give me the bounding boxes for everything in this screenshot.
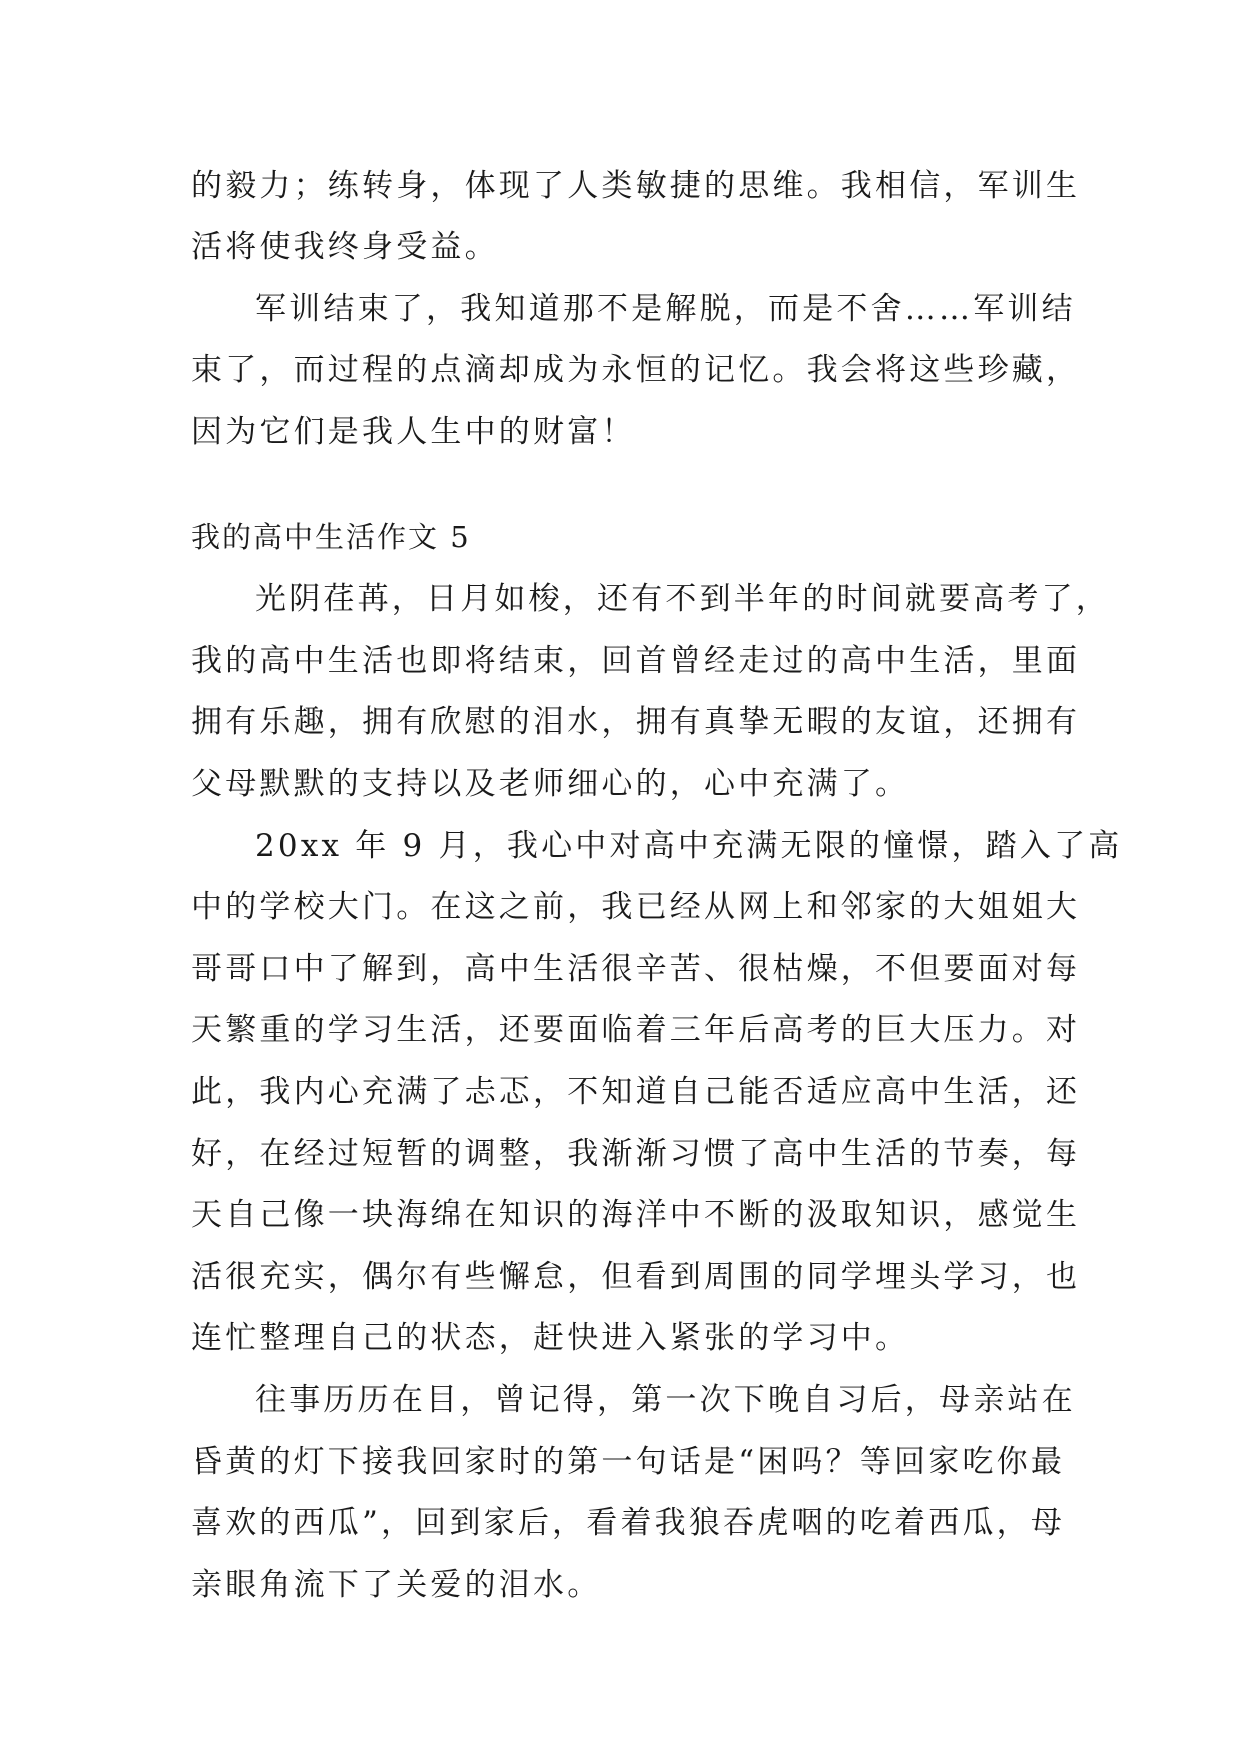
text-line: 光阴荏苒，日月如梭，还有不到半年的时间就要高考了，	[255, 581, 1110, 617]
text-line: 活将使我终身受益。	[191, 229, 499, 265]
text-line: 昏黄的灯下接我回家时的第一句话是“困吗？等回家吃你最	[191, 1444, 1066, 1480]
text-line: 的毅力；练转身，体现了人类敏捷的思维。我相信，军训生	[191, 168, 1081, 204]
text-line: 哥哥口中了解到，高中生活很辛苦、很枯燥，不但要面对每	[191, 951, 1081, 987]
text-line: 天自己像一块海绵在知识的海洋中不断的汲取知识，感觉生	[191, 1197, 1081, 1233]
text-line: 20xx 年 9 月，我心中对高中充满无限的憧憬，踏入了高	[255, 828, 1123, 864]
text-line: 军训结束了，我知道那不是解脱，而是不舍……军训结	[255, 291, 1076, 327]
text-line: 我的高中生活也即将结束，回首曾经走过的高中生活，里面	[191, 643, 1081, 679]
section-title: 我的高中生活作文 5	[191, 520, 471, 554]
text-line: 连忙整理自己的状态，赶快进入紧张的学习中。	[191, 1320, 910, 1356]
text-line: 好，在经过短暂的调整，我渐渐习惯了高中生活的节奏，每	[191, 1136, 1081, 1172]
text-line: 活很充实，偶尔有些懈怠，但看到周围的同学埋头学习，也	[191, 1259, 1081, 1295]
text-line: 此，我内心充满了忐忑，不知道自己能否适应高中生活，还	[191, 1074, 1081, 1110]
text-line: 天繁重的学习生活，还要面临着三年后高考的巨大压力。对	[191, 1012, 1081, 1048]
text-line: 中的学校大门。在这之前，我已经从网上和邻家的大姐姐大	[191, 889, 1081, 925]
text-line: 束了，而过程的点滴却成为永恒的记忆。我会将这些珍藏，	[191, 352, 1081, 388]
text-line: 喜欢的西瓜”，回到家后，看着我狼吞虎咽的吃着西瓜，母	[191, 1505, 1066, 1541]
text-line: 往事历历在目，曾记得，第一次下晚自习后，母亲站在	[255, 1382, 1076, 1418]
text-line: 父母默默的支持以及老师细心的，心中充满了。	[191, 766, 910, 802]
text-line: 拥有乐趣，拥有欣慰的泪水，拥有真挚无暇的友谊，还拥有	[191, 704, 1081, 740]
text-line: 因为它们是我人生中的财富！	[191, 414, 636, 450]
text-line: 亲眼角流下了关爱的泪水。	[191, 1567, 602, 1603]
